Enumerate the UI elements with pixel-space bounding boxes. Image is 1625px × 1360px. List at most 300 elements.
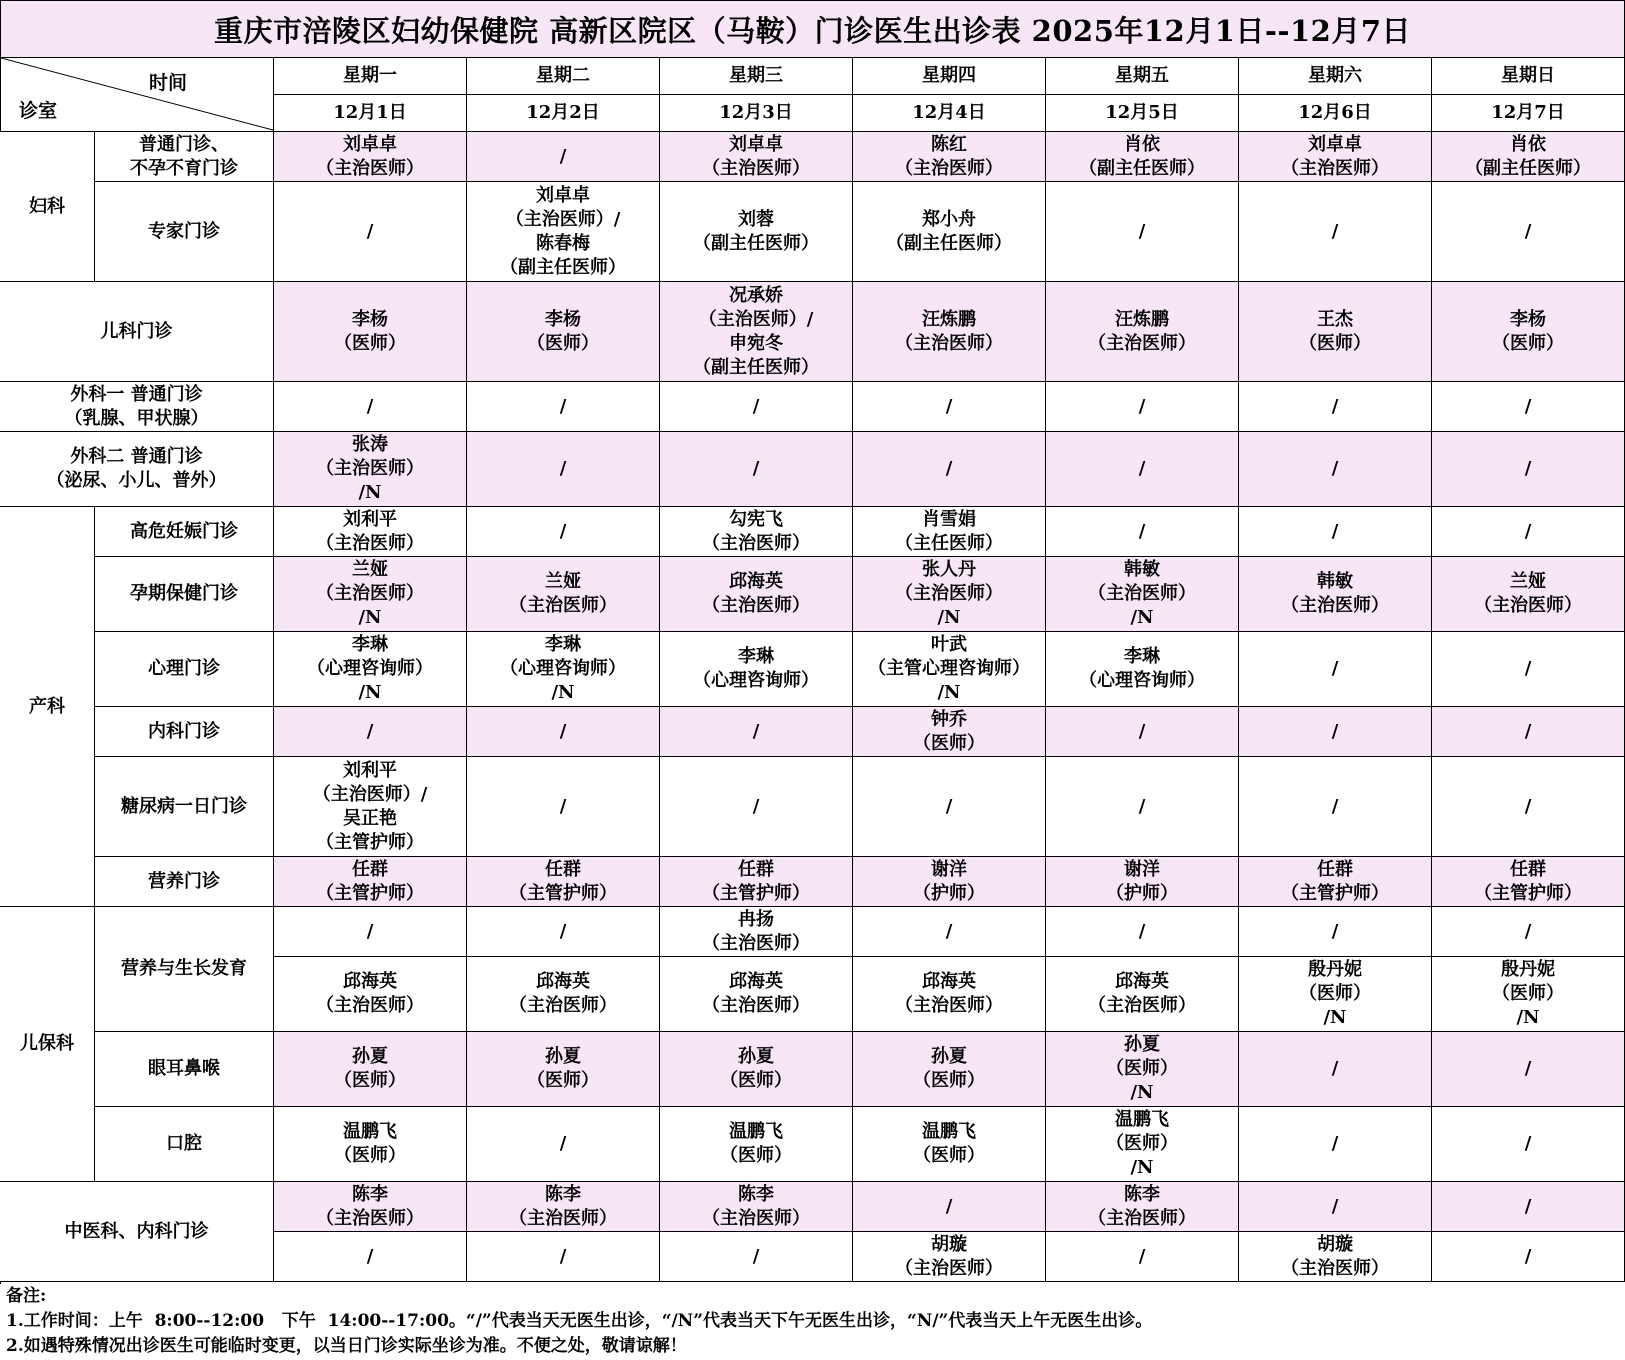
schedule-cell-text: 孙夏 （医师）: [527, 1046, 599, 1091]
schedule-cell: [274, 707, 467, 757]
schedule-cell-text: 刘卓卓 （主治医师）: [702, 133, 810, 179]
department-name-cell-text: 外科二 普通门诊 （泌尿、小儿、普外）: [46, 446, 227, 491]
date-header: [467, 95, 660, 132]
clinic-name-cell: [95, 632, 274, 707]
schedule-cell: [1432, 1232, 1625, 1282]
schedule-cell: [467, 182, 660, 282]
clinic-name-cell-text: 口腔: [166, 1133, 202, 1154]
schedule-cell: [660, 282, 853, 382]
schedule-cell: [853, 707, 1046, 757]
schedule-cell-text: /: [752, 395, 760, 417]
schedule-cell: [274, 1232, 467, 1282]
department-name-cell: [0, 1182, 274, 1282]
schedule-cell-text: /: [366, 220, 374, 242]
schedule-cell-text: /: [366, 1245, 374, 1267]
schedule-cell: [1432, 557, 1625, 632]
schedule-cell-text: 刘卓卓 （主治医师）: [1281, 133, 1389, 179]
corner-header: [0, 58, 274, 132]
schedule-cell: [1046, 1232, 1239, 1282]
schedule-cell-text: 汪炼鹏 （主治医师）: [895, 308, 1003, 354]
schedule-cell-text: /: [752, 795, 760, 817]
schedule-cell: [1432, 857, 1625, 907]
schedule-cell: [467, 282, 660, 382]
clinic-name-cell-text: 营养门诊: [148, 870, 220, 892]
schedule-cell: [853, 757, 1046, 857]
schedule-cell-text: /: [1138, 720, 1146, 742]
schedule-cell-text: 孙夏 （医师）: [913, 1046, 985, 1091]
schedule-cell: [660, 857, 853, 907]
clinic-name-cell-text: 糖尿病一日门诊: [121, 795, 247, 817]
schedule-cell: [1432, 907, 1625, 957]
schedule-cell: [1432, 757, 1625, 857]
schedule-cell-text: 李杨 （医师）: [527, 308, 599, 354]
schedule-cell: [274, 182, 467, 282]
schedule-cell: [660, 507, 853, 557]
schedule-cell-text: /: [1331, 520, 1339, 542]
schedule-cell-text: /: [1524, 458, 1532, 479]
schedule-cell: [1239, 382, 1432, 432]
schedule-cell-text: 任群 （主管护师）: [1281, 858, 1389, 904]
weekday-header: [853, 58, 1046, 95]
schedule-cell: [1046, 957, 1239, 1032]
schedule-cell: [853, 507, 1046, 557]
schedule-cell-text: 任群 （主管护师）: [1474, 858, 1582, 904]
schedule-cell: [1046, 507, 1239, 557]
schedule-cell-text: 刘卓卓 （主治医师）/ 陈春梅 （副主任医师）: [500, 184, 626, 278]
schedule-cell: [274, 132, 467, 182]
schedule-cell-text: 刘蓉 （副主任医师）: [693, 208, 819, 254]
schedule-cell-text: 兰娅 （主治医师） /N: [316, 559, 424, 628]
schedule-cell-text: 张涛 （主治医师） /N: [316, 434, 424, 503]
schedule-cell-text: /: [1524, 220, 1532, 242]
notes-section: [0, 1284, 1625, 1360]
schedule-cell-text: 肖雪娟 （主任医师）: [895, 508, 1003, 554]
schedule-cell-text: 刘利平 （主治医师）/ 吴正艳 （主管护师）: [312, 759, 428, 853]
schedule-cell-text: /: [1138, 795, 1146, 817]
date-header: [660, 95, 853, 132]
schedule-cell: [1046, 1182, 1239, 1232]
schedule-cell-text: /: [1331, 458, 1339, 479]
schedule-cell-text: 李杨 （医师）: [334, 308, 406, 354]
schedule-cell-text: /: [559, 395, 567, 417]
schedule-cell-text: /: [559, 520, 567, 542]
date-header-text: 12月5日: [1105, 102, 1179, 123]
schedule-cell-text: 胡璇 （主治医师）: [1281, 1233, 1389, 1279]
schedule-cell-text: /: [1331, 920, 1339, 942]
schedule-cell: [274, 1107, 467, 1182]
schedule-cell: [467, 632, 660, 707]
schedule-cell: [1432, 632, 1625, 707]
schedule-cell-text: /: [559, 795, 567, 817]
schedule-cell: [274, 957, 467, 1032]
schedule-cell: [660, 1032, 853, 1107]
schedule-cell-text: /: [1331, 1058, 1339, 1079]
schedule-cell-text: /: [1524, 395, 1532, 417]
schedule-cell-text: 李琳 （心理咨询师）: [693, 646, 819, 691]
schedule-cell: [1432, 1032, 1625, 1107]
schedule-cell: [660, 1182, 853, 1232]
schedule-cell: [1239, 632, 1432, 707]
clinic-name-cell-text: 高危妊娠门诊: [130, 520, 238, 542]
schedule-cell: [1239, 282, 1432, 382]
schedule-cell-text: /: [1331, 395, 1339, 417]
clinic-name-cell: [95, 707, 274, 757]
schedule-cell: [467, 382, 660, 432]
clinic-name-cell-text: 眼耳鼻喉: [148, 1058, 220, 1079]
schedule-cell: [1432, 507, 1625, 557]
weekday-header: [274, 58, 467, 95]
schedule-cell-text: /: [1331, 658, 1339, 679]
schedule-cell: [660, 707, 853, 757]
schedule-cell-text: 孙夏 （医师）: [334, 1046, 406, 1091]
schedule-cell: [1432, 182, 1625, 282]
date-header: [1046, 95, 1239, 132]
weekday-header-text: 星期一: [343, 65, 397, 86]
schedule-cell: [467, 907, 660, 957]
date-header-text: 12月3日: [719, 102, 793, 123]
schedule-cell-text: /: [1331, 1133, 1339, 1154]
schedule-cell: [853, 432, 1046, 507]
schedule-cell: [467, 1182, 660, 1232]
schedule-cell: [1239, 1182, 1432, 1232]
schedule-cell-text: 兰娅 （主治医师）: [509, 571, 617, 616]
schedule-cell: [1046, 907, 1239, 957]
schedule-cell-text: /: [1524, 1245, 1532, 1267]
schedule-cell: [853, 1232, 1046, 1282]
schedule-cell: [1046, 557, 1239, 632]
schedule-cell: [1432, 957, 1625, 1032]
schedule-cell-text: /: [1138, 458, 1146, 479]
schedule-cell-text: /: [1524, 720, 1532, 742]
schedule-cell: [467, 1032, 660, 1107]
schedule-cell: [274, 1182, 467, 1232]
schedule-cell: [1239, 907, 1432, 957]
schedule-cell: [467, 132, 660, 182]
weekday-header: [660, 58, 853, 95]
schedule-cell: [467, 432, 660, 507]
schedule-cell-text: /: [1138, 220, 1146, 242]
notes-line-2: 2.如遇特殊情况出诊医生可能临时变更，以当日门诊实际坐诊为准。不便之处，敬请谅解！: [6, 1336, 687, 1356]
schedule-cell: [1239, 132, 1432, 182]
schedule-cell-text: /: [1524, 1133, 1532, 1154]
schedule-cell: [660, 432, 853, 507]
schedule-cell: [274, 757, 467, 857]
schedule-cell-text: /: [1138, 920, 1146, 942]
schedule-cell: [274, 507, 467, 557]
date-header-text: 12月2日: [526, 102, 600, 123]
schedule-cell: [467, 857, 660, 907]
schedule-cell: [1046, 132, 1239, 182]
schedule-cell-text: 钟乔 （医师）: [913, 708, 985, 754]
date-header: [853, 95, 1046, 132]
schedule-cell-text: /: [1138, 1245, 1146, 1267]
date-header-text: 12月4日: [912, 102, 986, 123]
schedule-cell: [853, 957, 1046, 1032]
schedule-cell: [660, 907, 853, 957]
schedule-cell-text: /: [1138, 520, 1146, 542]
schedule-cell: [1046, 1107, 1239, 1182]
schedule-cell-text: /: [752, 1245, 760, 1267]
schedule-cell: [1046, 182, 1239, 282]
schedule-cell: [660, 182, 853, 282]
department-name-cell-text: 儿科门诊: [100, 320, 173, 342]
schedule-cell-text: 张人丹 （主治医师） /N: [895, 559, 1003, 628]
department-name-cell-text: 产科: [29, 695, 65, 717]
schedule-cell-text: /: [1524, 520, 1532, 542]
weekday-header: [1432, 58, 1625, 95]
schedule-cell-text: 殷丹妮 （医师） /N: [1299, 959, 1371, 1028]
schedule-cell: [853, 632, 1046, 707]
schedule-cell-text: /: [559, 1133, 567, 1154]
clinic-name-cell: [95, 757, 274, 857]
schedule-cell: [660, 757, 853, 857]
schedule-cell-text: 陈李 （主治医师）: [509, 1183, 617, 1229]
schedule-cell-text: /: [366, 395, 374, 417]
schedule-cell-text: /: [1524, 1058, 1532, 1079]
schedule-cell-text: 王杰 （医师）: [1299, 308, 1371, 354]
schedule-cell: [1046, 632, 1239, 707]
schedule-cell-text: /: [945, 1195, 953, 1217]
weekday-header-text: 星期五: [1115, 65, 1169, 86]
schedule-cell: [1432, 132, 1625, 182]
clinic-name-cell-text: 专家门诊: [148, 220, 220, 242]
clinic-name-cell: [95, 1032, 274, 1107]
schedule-cell-text: 勾宪飞 （主治医师）: [702, 508, 810, 554]
corner-room-label: 诊室: [19, 100, 58, 122]
schedule-cell: [467, 757, 660, 857]
schedule-cell-text: /: [752, 720, 760, 742]
clinic-name-cell: [95, 1107, 274, 1182]
schedule-cell: [660, 957, 853, 1032]
department-name-cell: [0, 382, 274, 432]
schedule-cell: [853, 282, 1046, 382]
page-title: 重庆市涪陵区妇幼保健院 高新区院区（马鞍）门诊医生出诊表 2025年12月1日--12月7日: [0, 0, 1625, 58]
schedule-cell: [274, 907, 467, 957]
date-header-text: 12月7日: [1491, 102, 1565, 123]
schedule-cell-text: 殷丹妮 （医师） /N: [1492, 959, 1564, 1028]
schedule-cell: [1432, 707, 1625, 757]
schedule-cell-text: 李杨 （医师）: [1492, 308, 1564, 354]
schedule-cell: [1239, 757, 1432, 857]
schedule-cell: [274, 632, 467, 707]
schedule-cell-text: 邱海英 （主治医师）: [316, 971, 424, 1016]
weekday-header-text: 星期二: [536, 65, 590, 86]
schedule-cell: [853, 1032, 1046, 1107]
schedule-cell-text: 刘卓卓 （主治医师）: [316, 133, 424, 179]
date-header: [1432, 95, 1625, 132]
schedule-cell: [853, 1107, 1046, 1182]
department-name-cell-text: 外科一 普通门诊 （乳腺、甲状腺）: [64, 383, 209, 429]
schedule-cell-text: 叶武 （主管心理咨询师） /N: [868, 634, 1030, 703]
schedule-cell: [660, 632, 853, 707]
clinic-name-cell: [95, 907, 274, 1032]
schedule-cell: [660, 132, 853, 182]
schedule-cell: [1046, 432, 1239, 507]
clinic-name-cell: [95, 557, 274, 632]
weekday-header-text: 星期日: [1501, 65, 1555, 86]
schedule-cell-text: 孙夏 （医师）: [720, 1046, 792, 1091]
clinic-name-cell: [95, 132, 274, 182]
schedule-cell: [467, 707, 660, 757]
department-name-cell-text: 中医科、内科门诊: [64, 1220, 209, 1242]
schedule-cell-text: 李琳 （心理咨询师） /N: [500, 634, 626, 703]
schedule-cell: [1239, 957, 1432, 1032]
corner-time-label: 时间: [149, 72, 188, 94]
schedule-cell-text: 温鹏飞 （医师） /N: [1106, 1109, 1178, 1178]
schedule-cell: [274, 1032, 467, 1107]
schedule-cell: [467, 957, 660, 1032]
schedule-cell-text: /: [559, 145, 567, 167]
schedule-cell-text: 韩敏 （主治医师）: [1281, 571, 1389, 616]
schedule-cell-text: /: [1331, 220, 1339, 242]
schedule-cell: [1239, 557, 1432, 632]
schedule-cell: [274, 857, 467, 907]
clinic-name-cell-text: 营养与生长发育: [121, 958, 247, 979]
schedule-cell-text: 温鹏飞 （医师）: [720, 1121, 792, 1166]
schedule-cell: [660, 557, 853, 632]
weekday-header-text: 星期三: [729, 65, 783, 86]
schedule-cell-text: /: [366, 920, 374, 942]
schedule-cell-text: 郑小舟 （副主任医师）: [886, 208, 1012, 254]
schedule-cell: [274, 432, 467, 507]
date-header: [1239, 95, 1432, 132]
schedule-cell: [467, 1107, 660, 1182]
schedule-cell-text: /: [1524, 795, 1532, 817]
department-name-cell: [0, 282, 274, 382]
schedule-cell: [853, 132, 1046, 182]
schedule-cell: [1432, 282, 1625, 382]
schedule-cell: [1046, 1032, 1239, 1107]
schedule-cell: [1239, 507, 1432, 557]
department-name-cell-text: 儿保科: [20, 1033, 74, 1054]
date-header-text: 12月6日: [1298, 102, 1372, 123]
schedule-cell: [1239, 857, 1432, 907]
schedule-cell-text: 肖依 （副主任医师）: [1465, 133, 1591, 179]
schedule-cell-text: /: [1524, 1195, 1532, 1217]
schedule-cell-text: /: [559, 920, 567, 942]
schedule-cell-text: /: [1524, 658, 1532, 679]
schedule-cell-text: /: [1331, 720, 1339, 742]
schedule-cell-text: 任群 （主管护师）: [509, 858, 617, 904]
department-name-cell: [0, 507, 95, 907]
schedule-cell-text: 任群 （主管护师）: [316, 858, 424, 904]
schedule-cell-text: /: [945, 395, 953, 417]
weekday-header: [1239, 58, 1432, 95]
schedule-cell-text: 李琳 （心理咨询师） /N: [307, 634, 433, 703]
clinic-name-cell: [95, 507, 274, 557]
schedule-cell-text: 邱海英 （主治医师）: [702, 971, 810, 1016]
schedule-cell: [853, 907, 1046, 957]
schedule-cell-text: 李琳 （心理咨询师）: [1079, 646, 1205, 691]
schedule-cell: [660, 1107, 853, 1182]
schedule-cell-text: 胡璇 （主治医师）: [895, 1233, 1003, 1279]
schedule-cell: [853, 182, 1046, 282]
schedule-cell: [467, 557, 660, 632]
schedule-cell: [1239, 182, 1432, 282]
schedule-cell: [1432, 432, 1625, 507]
schedule-cell: [1046, 857, 1239, 907]
schedule-cell: [274, 382, 467, 432]
department-name-cell: [0, 132, 95, 282]
weekday-header: [467, 58, 660, 95]
schedule-cell-text: 谢洋 （护师）: [1106, 858, 1178, 904]
schedule-cell: [1432, 1107, 1625, 1182]
schedule-cell-text: 韩敏 （主治医师） /N: [1088, 559, 1196, 628]
schedule-cell: [660, 1232, 853, 1282]
schedule-cell-text: 汪炼鹏 （主治医师）: [1088, 308, 1196, 354]
schedule-cell-text: 陈李 （主治医师）: [702, 1183, 810, 1229]
schedule-cell: [853, 1182, 1046, 1232]
schedule-cell-text: /: [752, 458, 760, 479]
notes-heading: 备注:: [6, 1286, 47, 1306]
weekday-header-text: 星期四: [922, 65, 976, 86]
schedule-cell-text: /: [1331, 1195, 1339, 1217]
schedule-cell-text: 邱海英 （主治医师）: [509, 971, 617, 1016]
schedule-cell-text: 温鹏飞 （医师）: [334, 1121, 406, 1166]
schedule-cell-text: /: [559, 458, 567, 479]
schedule-cell-text: /: [945, 920, 953, 942]
date-header-text: 12月1日: [333, 102, 407, 123]
clinic-name-cell: [95, 857, 274, 907]
schedule-cell-text: 孙夏 （医师） /N: [1106, 1034, 1178, 1103]
schedule-cell-text: 兰娅 （主治医师）: [1474, 571, 1582, 616]
weekday-header: [1046, 58, 1239, 95]
schedule-cell-text: 温鹏飞 （医师）: [913, 1121, 985, 1166]
schedule-cell-text: /: [1331, 795, 1339, 817]
schedule-cell: [853, 857, 1046, 907]
schedule-cell: [1239, 432, 1432, 507]
schedule-cell-text: 邱海英 （主治医师）: [702, 571, 810, 616]
schedule-cell-text: 陈李 （主治医师）: [1088, 1183, 1196, 1229]
schedule-cell-text: 谢洋 （护师）: [913, 858, 985, 904]
schedule-cell-text: 冉扬 （主治医师）: [702, 908, 810, 954]
schedule-cell: [1046, 757, 1239, 857]
schedule-cell: [467, 1232, 660, 1282]
schedule-cell: [853, 557, 1046, 632]
schedule-cell: [1046, 282, 1239, 382]
schedule-cell: [1046, 382, 1239, 432]
schedule-cell-text: /: [1524, 920, 1532, 942]
date-header: [274, 95, 467, 132]
schedule-cell-text: 刘利平 （主治医师）: [316, 508, 424, 554]
schedule-cell-text: /: [1138, 395, 1146, 417]
weekday-header-text: 星期六: [1308, 65, 1362, 86]
clinic-name-cell-text: 内科门诊: [148, 720, 220, 742]
schedule-cell-text: 肖依 （副主任医师）: [1079, 133, 1205, 179]
schedule-cell: [1432, 382, 1625, 432]
schedule-cell-text: 邱海英 （主治医师）: [1088, 971, 1196, 1016]
schedule-cell: [1432, 1182, 1625, 1232]
schedule-cell: [660, 382, 853, 432]
schedule-cell-text: /: [559, 1245, 567, 1267]
schedule-cell: [1239, 1232, 1432, 1282]
department-name-cell: [0, 907, 95, 1182]
schedule-cell: [1239, 1032, 1432, 1107]
schedule-cell: [853, 382, 1046, 432]
schedule-cell: [274, 282, 467, 382]
schedule-cell-text: 况承娇 （主治医师）/ 申宛冬 （副主任医师）: [693, 284, 819, 378]
notes-line-1: 1.工作时间：上午 8:00--12:00 下午 14:00--17:00。“/”代表当天无医生出诊，“/N”代表当天下午无医生出诊，“N/”代表当天上午无医生出诊。: [6, 1311, 1153, 1331]
schedule-cell: [1239, 1107, 1432, 1182]
schedule-cell: [467, 507, 660, 557]
schedule-cell-text: 邱海英 （主治医师）: [895, 971, 1003, 1016]
department-name-cell: [0, 432, 274, 507]
schedule-cell-text: 陈李 （主治医师）: [316, 1183, 424, 1229]
schedule-cell-text: 陈红 （主治医师）: [895, 133, 1003, 179]
schedule-cell: [274, 557, 467, 632]
department-name-cell-text: 妇科: [29, 195, 65, 217]
clinic-name-cell-text: 孕期保健门诊: [130, 583, 238, 604]
